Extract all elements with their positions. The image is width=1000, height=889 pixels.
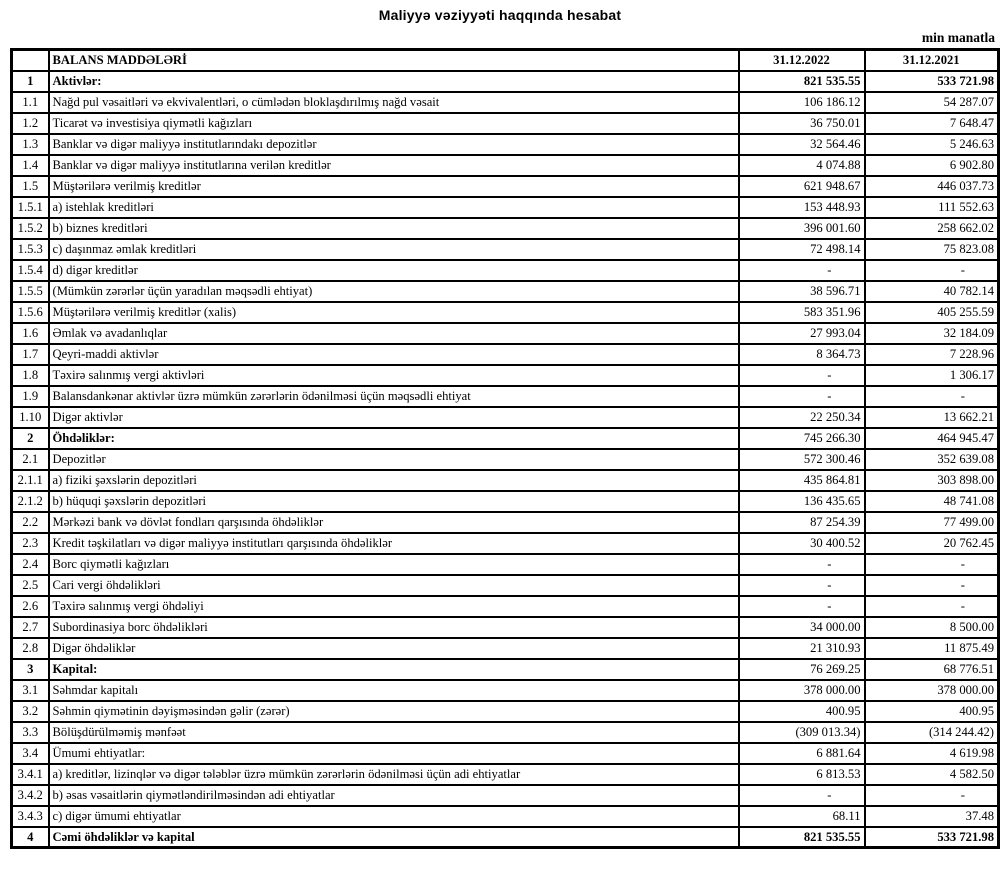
value-2022-cell: - [739, 260, 865, 281]
value-2021-cell: - [865, 596, 999, 617]
item-label-cell: Bölüşdürülməmiş mənfəət [49, 722, 739, 743]
item-label-cell: Öhdəliklər: [49, 428, 739, 449]
value-2022-cell: - [739, 575, 865, 596]
header-empty-cell [12, 50, 49, 71]
table-row [12, 407, 999, 428]
row-number-cell: 2.8 [12, 638, 49, 659]
row-number-cell: 2.5 [12, 575, 49, 596]
table-row [12, 512, 999, 533]
header-date-2022-cell: 31.12.2022 [739, 50, 865, 71]
item-label-cell: Səhmdar kapitalı [49, 680, 739, 701]
value-2022-cell: 8 364.73 [739, 344, 865, 365]
row-number-cell: 2.1.1 [12, 470, 49, 491]
value-2022-cell: 32 564.46 [739, 134, 865, 155]
table-row [12, 722, 999, 743]
row-number-cell: 2.4 [12, 554, 49, 575]
item-label-cell: Ümumi ehtiyatlar: [49, 743, 739, 764]
value-2022-cell: 153 448.93 [739, 197, 865, 218]
value-2022-cell: - [739, 596, 865, 617]
row-number-cell: 3.1 [12, 680, 49, 701]
value-2022-cell: 396 001.60 [739, 218, 865, 239]
table-row [12, 302, 999, 323]
value-2021-cell: 4 582.50 [865, 764, 999, 785]
row-number-cell: 3.4 [12, 743, 49, 764]
row-number-cell: 3.2 [12, 701, 49, 722]
value-2021-cell: 378 000.00 [865, 680, 999, 701]
table-row [12, 260, 999, 281]
item-label-cell: b) biznes kreditləri [49, 218, 739, 239]
row-number-cell: 3.3 [12, 722, 49, 743]
item-label-cell: a) fiziki şəxslərin depozitləri [49, 470, 739, 491]
table-row [12, 449, 999, 470]
item-label-cell: a) kreditlər, lizinqlər və digər tələblər üzrə mümkün zərərlərin ödənilməsi üçün adi ehtiyatlar [49, 764, 739, 785]
row-number-cell: 2.1 [12, 449, 49, 470]
value-2021-cell: 68 776.51 [865, 659, 999, 680]
item-label-cell: c) daşınmaz əmlak kreditləri [49, 239, 739, 260]
value-2022-cell: 572 300.46 [739, 449, 865, 470]
value-2021-cell: 258 662.02 [865, 218, 999, 239]
item-label-cell: (Mümkün zərərlər üçün yaradılan məqsədli ehtiyat) [49, 281, 739, 302]
item-label-cell: Ticarət və investisiya qiymətli kağızları [49, 113, 739, 134]
table-body [12, 71, 999, 848]
table-row [12, 365, 999, 386]
row-number-cell: 3.4.3 [12, 806, 49, 827]
row-number-cell: 1.9 [12, 386, 49, 407]
value-2022-cell: (309 013.34) [739, 722, 865, 743]
table-row [12, 428, 999, 449]
table-row [12, 218, 999, 239]
item-label-cell: Əmlak və avadanlıqlar [49, 323, 739, 344]
item-label-cell: Təxirə salınmış vergi öhdəliyi [49, 596, 739, 617]
value-2022-cell: 435 864.81 [739, 470, 865, 491]
item-label-cell: d) digər kreditlər [49, 260, 739, 281]
row-number-cell: 2.6 [12, 596, 49, 617]
row-number-cell: 4 [12, 827, 49, 848]
value-2021-cell: - [865, 260, 999, 281]
value-2021-cell: 11 875.49 [865, 638, 999, 659]
value-2021-cell: 8 500.00 [865, 617, 999, 638]
item-label-cell: a) istehlak kreditləri [49, 197, 739, 218]
value-2022-cell: - [739, 554, 865, 575]
table-row [12, 239, 999, 260]
row-number-cell: 2.7 [12, 617, 49, 638]
value-2022-cell: 87 254.39 [739, 512, 865, 533]
table-row [12, 323, 999, 344]
header-items-cell: BALANS MADDƏLƏRİ [49, 50, 739, 71]
table-row [12, 113, 999, 134]
value-2022-cell: 745 266.30 [739, 428, 865, 449]
value-2021-cell: 75 823.08 [865, 239, 999, 260]
value-2021-cell: - [865, 386, 999, 407]
value-2022-cell: 821 535.55 [739, 827, 865, 848]
item-label-cell: Nağd pul vəsaitləri və ekvivalentləri, o cümlədən bloklaşdırılmış nağd vəsait [49, 92, 739, 113]
row-number-cell: 1.2 [12, 113, 49, 134]
item-label-cell: Cari vergi öhdəlikləri [49, 575, 739, 596]
row-number-cell: 1.7 [12, 344, 49, 365]
value-2021-cell: 4 619.98 [865, 743, 999, 764]
value-2021-cell: 446 037.73 [865, 176, 999, 197]
item-label-cell: Digər öhdəliklər [49, 638, 739, 659]
table-row [12, 386, 999, 407]
value-2021-cell: 7 228.96 [865, 344, 999, 365]
row-number-cell: 1.4 [12, 155, 49, 176]
value-2021-cell: 405 255.59 [865, 302, 999, 323]
table-row [12, 71, 999, 92]
value-2021-cell: 13 662.21 [865, 407, 999, 428]
header-date-2021-cell: 31.12.2021 [865, 50, 999, 71]
value-2021-cell: 464 945.47 [865, 428, 999, 449]
item-label-cell: Subordinasiya borc öhdəlikləri [49, 617, 739, 638]
table-row [12, 554, 999, 575]
row-number-cell: 1.10 [12, 407, 49, 428]
value-2022-cell: 136 435.65 [739, 491, 865, 512]
table-row [12, 176, 999, 197]
value-2021-cell: 48 741.08 [865, 491, 999, 512]
table-row [12, 470, 999, 491]
value-2022-cell: - [739, 365, 865, 386]
value-2022-cell: 27 993.04 [739, 323, 865, 344]
item-label-cell: b) əsas vəsaitlərin qiymətləndirilməsindən adi ehtiyatlar [49, 785, 739, 806]
page-title: Maliyyə vəziyyəti haqqında hesabat [378, 7, 622, 23]
table-row [12, 617, 999, 638]
value-2021-cell: 400.95 [865, 701, 999, 722]
item-label-cell: Banklar və digər maliyyə institutlarındakı depozitlər [49, 134, 739, 155]
row-number-cell: 1.5.4 [12, 260, 49, 281]
row-number-cell: 3.4.1 [12, 764, 49, 785]
value-2022-cell: 821 535.55 [739, 71, 865, 92]
row-number-cell: 1.5.3 [12, 239, 49, 260]
value-2022-cell: 21 310.93 [739, 638, 865, 659]
item-label-cell: Müştərilərə verilmiş kreditlər [49, 176, 739, 197]
value-2021-cell: 533 721.98 [865, 71, 999, 92]
item-label-cell: Digər aktivlər [49, 407, 739, 428]
item-label-cell: Təxirə salınmış vergi aktivləri [49, 365, 739, 386]
value-2021-cell: 7 648.47 [865, 113, 999, 134]
value-2021-cell: 6 902.80 [865, 155, 999, 176]
value-2021-cell: 37.48 [865, 806, 999, 827]
table-row [12, 827, 999, 848]
value-2022-cell: 76 269.25 [739, 659, 865, 680]
value-2022-cell: 34 000.00 [739, 617, 865, 638]
value-2021-cell: 20 762.45 [865, 533, 999, 554]
table-row [12, 701, 999, 722]
row-number-cell: 3 [12, 659, 49, 680]
item-label-cell: Balansdankənar aktivlər üzrə mümkün zərərlərin ödənilməsi üçün məqsədli ehtiyat [49, 386, 739, 407]
item-label-cell: Kapital: [49, 659, 739, 680]
item-label-cell: Borc qiymətli kağızları [49, 554, 739, 575]
table-row [12, 197, 999, 218]
item-label-cell: Aktivlər: [49, 71, 739, 92]
table-row [12, 491, 999, 512]
table-row [12, 134, 999, 155]
item-label-cell: Səhmin qiymətinin dəyişməsindən gəlir (zərər) [49, 701, 739, 722]
value-2022-cell: - [739, 386, 865, 407]
table-row [12, 785, 999, 806]
table-row [12, 92, 999, 113]
value-2021-cell: - [865, 575, 999, 596]
item-label-cell: Qeyri-maddi aktivlər [49, 344, 739, 365]
item-label-cell: Mərkəzi bank və dövlət fondları qarşısında öhdəliklər [49, 512, 739, 533]
value-2022-cell: 36 750.01 [739, 113, 865, 134]
table-row [12, 596, 999, 617]
row-number-cell: 1.5.2 [12, 218, 49, 239]
item-label-cell: Müştərilərə verilmiş kreditlər (xalis) [49, 302, 739, 323]
item-label-cell: c) digər ümumi ehtiyatlar [49, 806, 739, 827]
value-2022-cell: 378 000.00 [739, 680, 865, 701]
value-2022-cell: 583 351.96 [739, 302, 865, 323]
value-2021-cell: 32 184.09 [865, 323, 999, 344]
table-row [12, 680, 999, 701]
value-2022-cell: 4 074.88 [739, 155, 865, 176]
statement-container [10, 30, 997, 849]
value-2021-cell: 40 782.14 [865, 281, 999, 302]
value-2021-cell: - [865, 554, 999, 575]
value-2022-cell: 68.11 [739, 806, 865, 827]
row-number-cell: 1.5.5 [12, 281, 49, 302]
row-number-cell: 2.1.2 [12, 491, 49, 512]
table-row [12, 659, 999, 680]
value-2021-cell: 54 287.07 [865, 92, 999, 113]
value-2021-cell: 352 639.08 [865, 449, 999, 470]
row-number-cell: 2.2 [12, 512, 49, 533]
value-2022-cell: - [739, 785, 865, 806]
row-number-cell: 1.5.1 [12, 197, 49, 218]
row-number-cell: 2.3 [12, 533, 49, 554]
value-2022-cell: 72 498.14 [739, 239, 865, 260]
table-row [12, 281, 999, 302]
value-2022-cell: 6 813.53 [739, 764, 865, 785]
value-2022-cell: 22 250.34 [739, 407, 865, 428]
value-2021-cell: 5 246.63 [865, 134, 999, 155]
value-2021-cell: 111 552.63 [865, 197, 999, 218]
item-label-cell: b) hüquqi şəxslərin depozitləri [49, 491, 739, 512]
row-number-cell: 1.5 [12, 176, 49, 197]
row-number-cell: 1.5.6 [12, 302, 49, 323]
item-label-cell: Cəmi öhdəliklər və kapital [49, 827, 739, 848]
balance-sheet-table [10, 48, 1000, 849]
value-2022-cell: 106 186.12 [739, 92, 865, 113]
row-number-cell: 1.3 [12, 134, 49, 155]
item-label-cell: Kredit təşkilatları və digər maliyyə institutları qarşısında öhdəliklər [49, 533, 739, 554]
row-number-cell: 1.6 [12, 323, 49, 344]
row-number-cell: 1 [12, 71, 49, 92]
value-2022-cell: 621 948.67 [739, 176, 865, 197]
row-number-cell: 1.8 [12, 365, 49, 386]
value-2021-cell: - [865, 785, 999, 806]
table-row [12, 764, 999, 785]
table-row [12, 638, 999, 659]
value-2021-cell: (314 244.42) [865, 722, 999, 743]
table-row [12, 155, 999, 176]
table-row [12, 533, 999, 554]
item-label-cell: Banklar və digər maliyyə institutlarına verilən kreditlər [49, 155, 739, 176]
value-2022-cell: 38 596.71 [739, 281, 865, 302]
row-number-cell: 1.1 [12, 92, 49, 113]
value-2022-cell: 30 400.52 [739, 533, 865, 554]
item-label-cell: Depozitlər [49, 449, 739, 470]
table-header-row [12, 50, 999, 71]
unit-note: min manatla [921, 30, 995, 45]
value-2021-cell: 77 499.00 [865, 512, 999, 533]
table-row [12, 575, 999, 596]
table-row [12, 344, 999, 365]
value-2022-cell: 6 881.64 [739, 743, 865, 764]
row-number-cell: 2 [12, 428, 49, 449]
row-number-cell: 3.4.2 [12, 785, 49, 806]
value-2021-cell: 303 898.00 [865, 470, 999, 491]
table-row [12, 806, 999, 827]
value-2021-cell: 1 306.17 [865, 365, 999, 386]
table-row [12, 743, 999, 764]
value-2022-cell: 400.95 [739, 701, 865, 722]
value-2021-cell: 533 721.98 [865, 827, 999, 848]
